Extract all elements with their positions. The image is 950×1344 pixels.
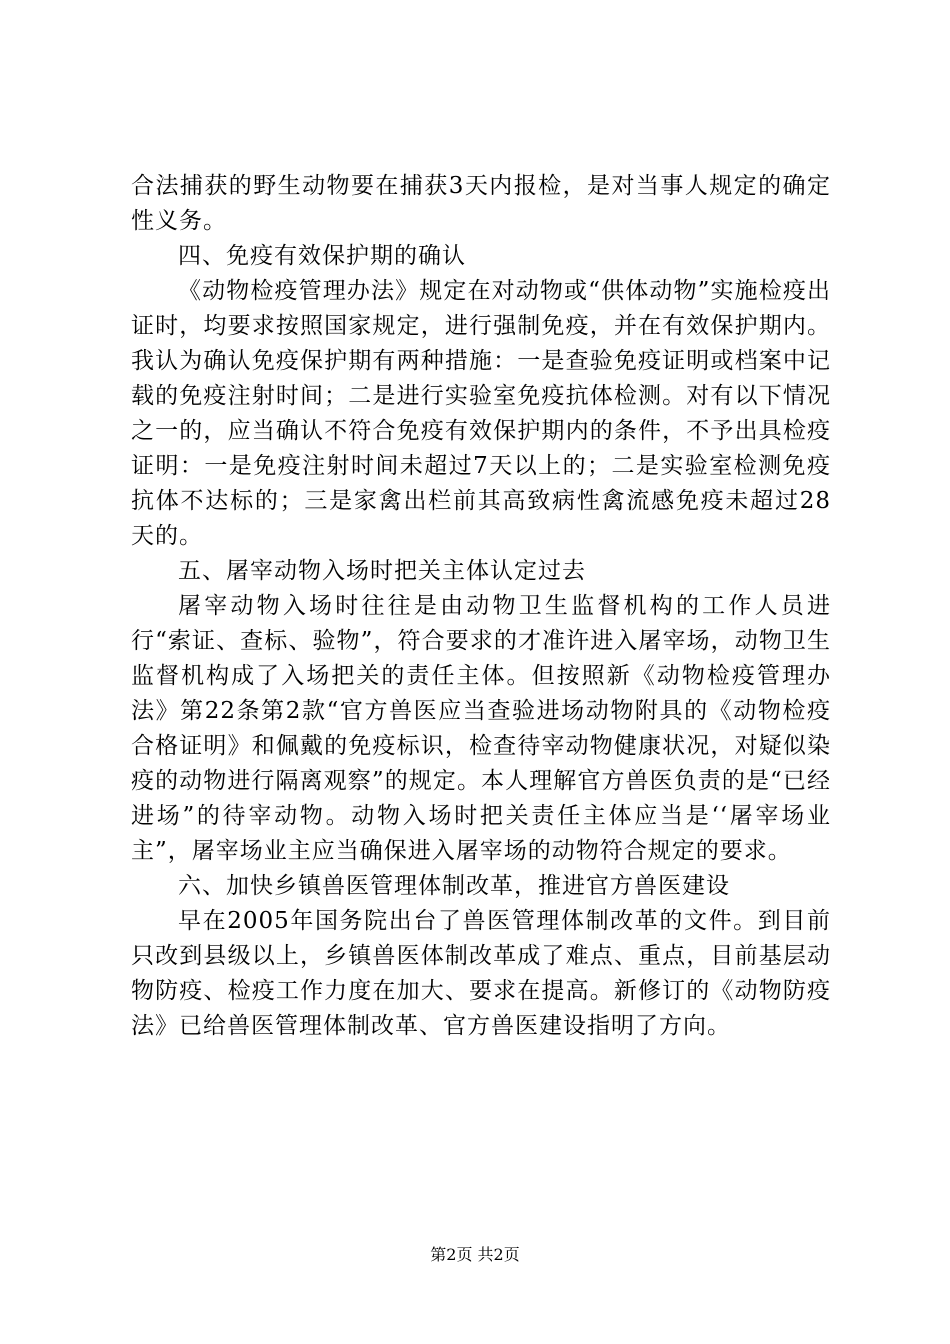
- section-heading-6: 六、加快乡镇兽医管理体制改革，推进官方兽医建设: [178, 873, 730, 899]
- paragraph-continuation: 合法捕获的野生动物要在捕获3天内报检，是对当事人规定的确定性义务。: [131, 173, 831, 234]
- paragraph-slaughter-entry: 屠宰动物入场时往往是由动物卫生监督机构的工作人员进行“索证、查标、验物”，符合要求的才准许进入屠宰场，动物卫生监督机构成了入场把关的责任主体。但按照新《动物检疫管理办法》第22条第2款“官方兽医应当查验进场动物附具的《动物检疫合格证明》和佩戴的免疫标识，检查待宰动物健康状况，对疑似染疫的动物进行隔离观察”的规定。本人理解官方兽医负责的是“已经进场”的待宰动物。动物入场时把关责任主体应当是‘‘屠宰场业主”，屠宰场业主应当确保进入屠宰场的动物符合规定的要求。: [131, 593, 831, 864]
- paragraph-immunity: 《动物检疫管理办法》规定在对动物或“供体动物”实施检疫出证时，均要求按照国家规定，进行强制免疫，并在有效保护期内。我认为确认免疫保护期有两种措施：一是查验免疫证明或档案中记载的免疫注射时间；二是进行实验室免疫抗体检测。对有以下情况之一的，应当确认不符合免疫有效保护期内的条件，不予出具检疫证明：一是免疫注射时间未超过7天以上的；二是实验室检测免疫抗体不达标的；三是家禽出栏前其高致病性禽流感免疫未超过28天的。: [131, 278, 831, 549]
- document-body: [131, 169, 831, 1044]
- page-number-footer: 第2页 共2页: [430, 1245, 520, 1264]
- section-heading-5: 五、屠宰动物入场时把关主体认定过去: [178, 558, 586, 584]
- section-heading-4: 四、免疫有效保护期的确认: [178, 243, 466, 269]
- paragraph-reform: 早在2005年国务院出台了兽医管理体制改革的文件。到目前只改到县级以上，乡镇兽医体制改革成了难点、重点，目前基层动物防疫、检疫工作力度在加大、要求在提高。新修订的《动物防疫法》已给兽医管理体制改革、官方兽医建设指明了方向。: [131, 908, 831, 1039]
